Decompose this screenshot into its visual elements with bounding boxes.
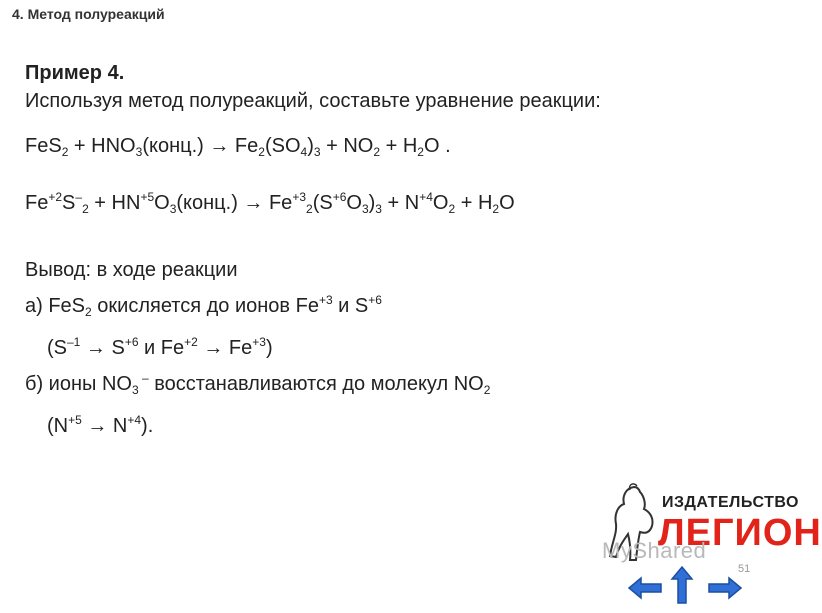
- eq-part: + N: [381, 192, 420, 214]
- eq-sub: 3: [375, 202, 382, 216]
- eq-part: + H: [380, 135, 418, 157]
- eq-part: S: [62, 192, 76, 214]
- eq-part: O: [346, 192, 362, 214]
- text-part: → N: [81, 415, 128, 437]
- eq-sub: 2: [61, 145, 69, 159]
- conclusion-line-b: [25, 363, 490, 405]
- eq-part: ): [368, 192, 376, 214]
- eq-sup: +6: [332, 190, 347, 204]
- eq-part: O: [154, 192, 170, 214]
- eq-part: (конц.) → Fe: [142, 135, 259, 157]
- watermark-text: MyShared: [602, 538, 707, 563]
- publisher-name-main: ЛЕГИОН: [658, 512, 822, 554]
- text-part: окисляется до ионов Fe: [91, 295, 319, 317]
- conclusion-line-a: [25, 285, 490, 327]
- text-part: восстанавливаются до молекул NO: [148, 373, 484, 395]
- conclusion-line-a-detail: [25, 327, 490, 363]
- text-sup: +3: [252, 335, 266, 349]
- text-part: а) FeS: [25, 295, 86, 317]
- arrow-right-icon: [705, 568, 745, 608]
- conclusion-block: [25, 255, 490, 441]
- eq-part: + H: [455, 192, 493, 214]
- eq-part: (SO: [264, 135, 301, 157]
- eq-part: + HN: [88, 192, 141, 214]
- eq-sub: 2: [492, 202, 500, 216]
- conclusion-line-b-detail: [25, 405, 490, 441]
- eq-sub: 2: [448, 202, 456, 216]
- text-part: ).: [141, 415, 154, 437]
- text-part: б) ионы NO: [25, 373, 132, 395]
- arrow-left-icon: [625, 568, 665, 608]
- eq-part: O: [432, 192, 449, 214]
- eq-sub: 2: [306, 202, 313, 216]
- eq-part: ): [307, 135, 314, 157]
- eq-part: O .: [423, 135, 451, 157]
- nav-forward-button[interactable]: [705, 568, 745, 608]
- nav-back-button[interactable]: [625, 568, 665, 608]
- eq-sup: –: [75, 190, 83, 204]
- text-part: ): [265, 337, 273, 359]
- eq-sub: 3: [361, 202, 369, 216]
- eq-sub: 2: [82, 202, 89, 216]
- text-sup: +3: [318, 293, 333, 307]
- eq-sup: +2: [48, 190, 63, 204]
- conclusion-heading: Вывод: в ходе реакции: [25, 259, 238, 281]
- eq-sub: 2: [258, 145, 265, 159]
- text-sup: +5: [68, 413, 82, 427]
- text-sub: 3: [131, 383, 139, 397]
- eq-part: + HNO: [68, 135, 136, 157]
- page-number: 51: [738, 563, 751, 575]
- text-sup: –1: [67, 335, 81, 349]
- eq-sub: 3: [313, 145, 321, 159]
- text-sup: +2: [184, 335, 198, 349]
- arrow-up-icon: [662, 565, 702, 605]
- eq-part: FeS: [25, 135, 62, 157]
- publisher-name-top: ИЗДАТЕЛЬСТВО: [662, 494, 799, 511]
- text-sup: +4: [127, 413, 142, 427]
- section-header: 4. Метод полуреакций: [12, 6, 165, 22]
- eq-part: O: [499, 192, 515, 214]
- eq-sup: +5: [140, 190, 155, 204]
- text-part: и S: [332, 295, 369, 317]
- nav-up-button[interactable]: [662, 565, 702, 605]
- eq-sub: 2: [417, 145, 424, 159]
- equation-molecular: [25, 135, 451, 159]
- text-part: (S: [47, 337, 67, 359]
- eq-sup: +4: [419, 190, 433, 204]
- text-part: (N: [47, 415, 69, 437]
- example-title: Пример 4.: [25, 62, 125, 84]
- instruction-text: Используя метод полуреакций, составьте уравнение реакции:: [25, 90, 601, 112]
- eq-sub: 2: [373, 145, 381, 159]
- equation-oxidation-states: [25, 190, 515, 216]
- text-sub: 2: [85, 305, 92, 319]
- eq-part: + NO: [320, 135, 374, 157]
- text-sup: +6: [368, 293, 382, 307]
- eq-sub: 3: [135, 145, 143, 159]
- eq-sub: 3: [169, 202, 177, 216]
- text-part: → Fe: [197, 337, 253, 359]
- eq-part: Fe: [25, 192, 49, 214]
- eq-part: (конц.) → Fe: [176, 192, 293, 214]
- eq-sup: +3: [292, 190, 306, 204]
- eq-part: (S: [312, 192, 333, 214]
- text-part: и Fe: [138, 337, 185, 359]
- eq-sub: 4: [300, 145, 308, 159]
- text-sup: –: [138, 371, 149, 385]
- text-sup: +6: [124, 335, 139, 349]
- text-sub: 2: [483, 383, 491, 397]
- text-part: → S: [80, 337, 125, 359]
